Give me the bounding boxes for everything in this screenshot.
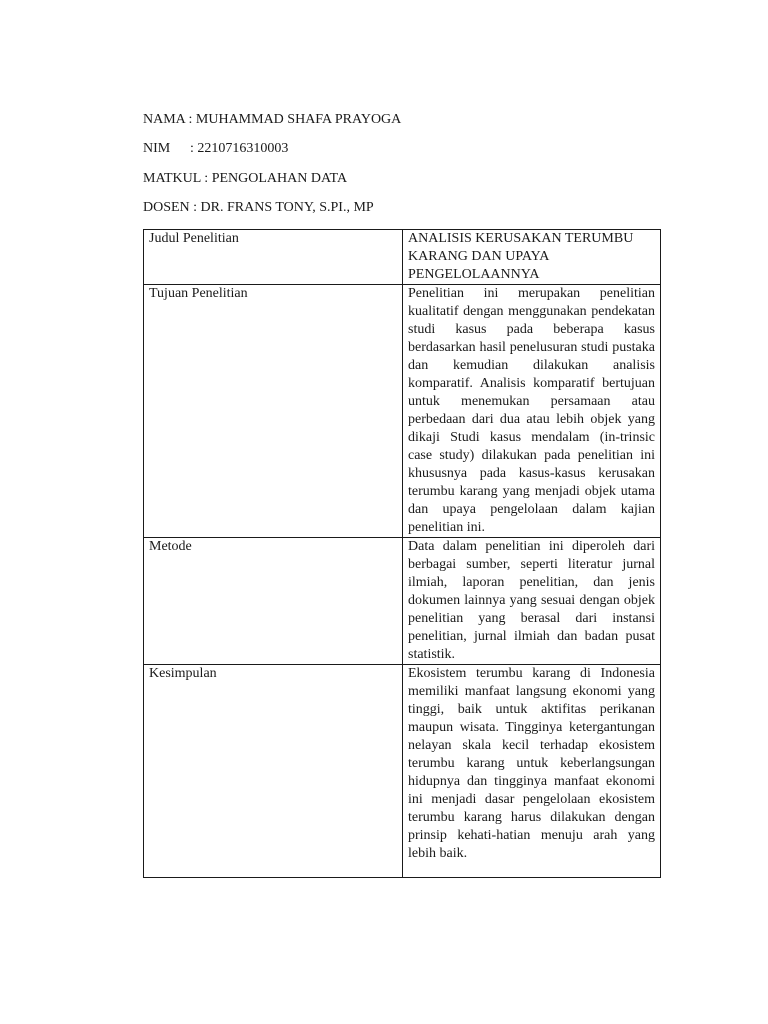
nim-value: : 2210716310003 [190, 141, 289, 156]
table-row-judul [144, 230, 661, 285]
lecturer-name: DOSEN : DR. FRANS TONY, S.PI., MP [143, 200, 374, 215]
course-name: MATKUL : PENGOLAHAN DATA [143, 171, 348, 186]
table-row-tujuan [144, 285, 661, 538]
student-nim [143, 140, 288, 158]
table-row-kesimpulan [144, 665, 661, 878]
row-value-metode: Data dalam penelitian ini diperoleh dari berbagai sumber, seperti literatur jurnal ilmiah, laporan penelitian, dan jenis dokumen lainnya yang sesuai dengan objek penelitian yang berasal dari instansi penelitian, jurnal ilmiah dan badan pusat statistik. [403, 538, 661, 665]
row-value-tujuan: Penelitian ini merupakan penelitian kualitatif dengan menggunakan pendekatan studi kasus pada beberapa kasus berdasarkan hasil penelusuran studi pustaka dan kemudian dilakukan analisis komparatif. Analisis komparatif bertujuan untuk menemukan persamaan atau perbedaan dari dua atau lebih objek yang dikaji Studi kasus mendalam (in-trinsic case study) dilakukan pada penelitian ini khususnya pada kasus-kasus kerusakan terumbu karang yang menjadi objek utama dan upaya pengelolaan dalam kajian penelitian ini. [403, 285, 661, 538]
row-label: Kesimpulan [144, 665, 403, 878]
student-name: NAMA : MUHAMMAD SHAFA PRAYOGA [143, 112, 402, 127]
row-label: Judul Penelitian [144, 230, 403, 285]
row-value-judul: ANALISIS KERUSAKAN TERUMBU KARANG DAN UPAYA PENGELOLAANNYA [403, 230, 661, 285]
row-value-kesimpulan: Ekosistem terumbu karang di Indonesia memiliki manfaat langsung ekonomi yang tinggi, baik untuk aktifitas perikanan maupun wisata. Tingginya ketergantungan nelayan skala kecil terhadap ekosistem terumbu karang untuk keberlangsungan hidupnya dan tingginya manfaat ekonomi ini menjadi dasar pengelolaan ekosistem terumbu karang harus dilakukan dengan prinsip kehati-hatian menuju arah yang lebih baik. [403, 665, 661, 878]
research-summary-table [143, 229, 661, 878]
row-label: Tujuan Penelitian [144, 285, 403, 538]
row-label: Metode [144, 538, 403, 665]
table-row-metode [144, 538, 661, 665]
nim-label: NIM [143, 141, 171, 156]
